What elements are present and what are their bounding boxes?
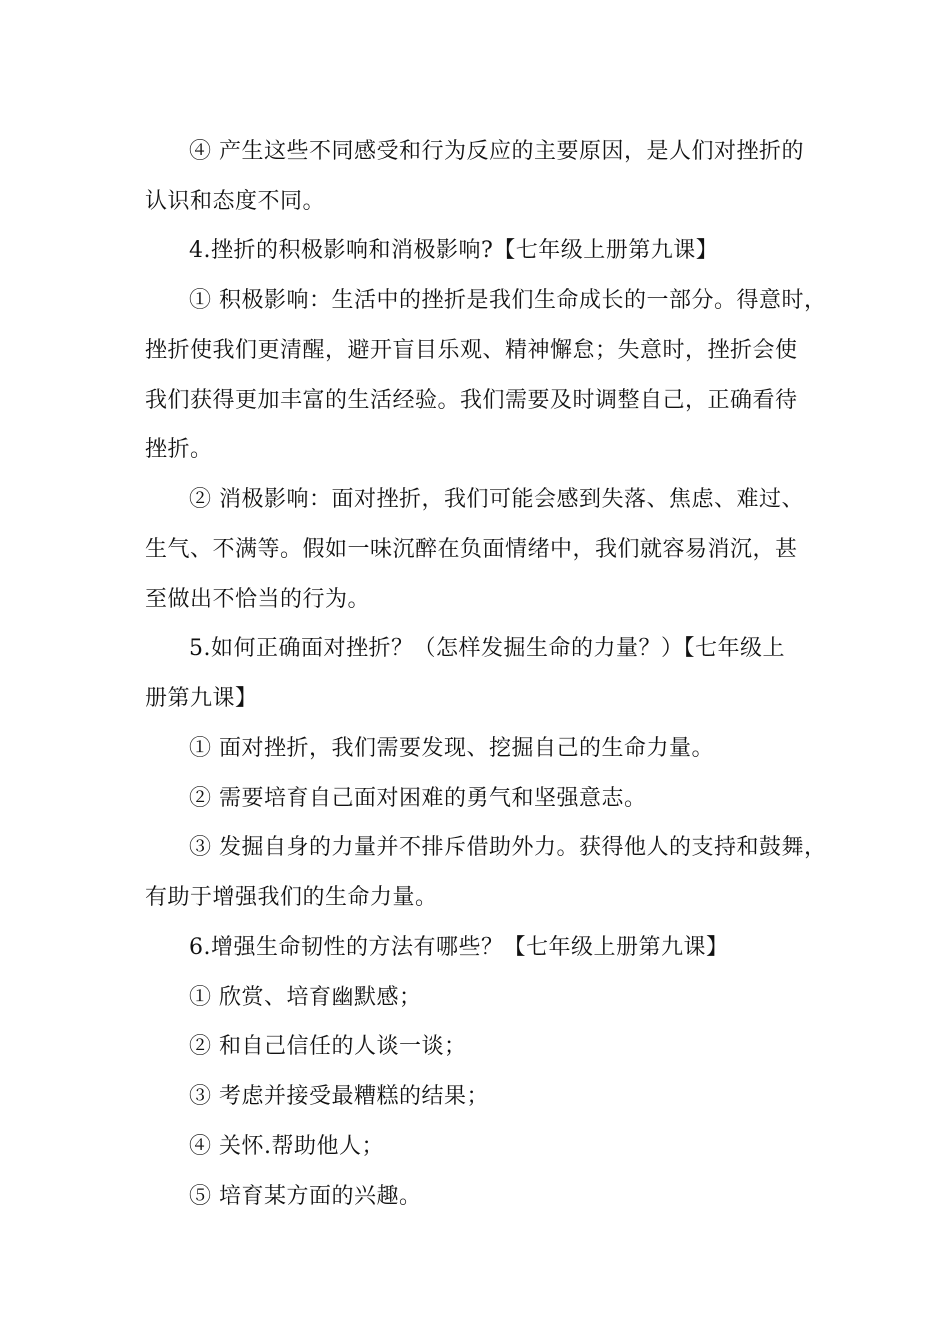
list-item: ② 和自己信任的人谈一谈； bbox=[189, 1034, 467, 1059]
text-line: ② 消极影响：面对挫折，我们可能会感到失落、焦虑、难过、 bbox=[189, 487, 804, 512]
text-line: 认识和态度不同。 bbox=[145, 189, 326, 214]
section-heading: 4.挫折的积极影响和消极影响?【七年级上册第九课】 bbox=[189, 238, 719, 263]
section-heading: 5.如何正确面对挫折？（怎样发掘生命的力量？）【七年级上 bbox=[189, 636, 785, 661]
text-line: ③ 发掘自身的力量并不排斥借助外力。获得他人的支持和鼓舞， bbox=[189, 835, 827, 860]
list-item: ① 欣赏、培育幽默感； bbox=[189, 985, 422, 1010]
text-line: ① 面对挫折，我们需要发现、挖掘自己的生命力量。 bbox=[189, 736, 714, 761]
text-line: 至做出不恰当的行为。 bbox=[145, 587, 371, 612]
list-item: ⑤ 培育某方面的兴趣。 bbox=[189, 1184, 422, 1209]
text-line: ① 积极影响：生活中的挫折是我们生命成长的一部分。得意时， bbox=[189, 288, 827, 313]
text-line: 挫折使我们更清醒，避开盲目乐观、精神懈怠；失意时，挫折会使 bbox=[145, 338, 798, 363]
text-line: 册第九课】 bbox=[145, 686, 258, 711]
text-line: 挫折。 bbox=[145, 437, 213, 462]
text-line: ② 需要培育自己面对困难的勇气和坚强意志。 bbox=[189, 786, 647, 811]
text-line: 有助于增强我们的生命力量。 bbox=[145, 885, 438, 910]
text-line: 生气、不满等。假如一味沉醉在负面情绪中，我们就容易消沉，甚 bbox=[145, 537, 798, 562]
list-item: ③ 考虑并接受最糟糕的结果； bbox=[189, 1084, 489, 1109]
list-item: ④ 关怀.帮助他人； bbox=[189, 1134, 384, 1159]
text-line: ④ 产生这些不同感受和行为反应的主要原因，是人们对挫折的 bbox=[189, 139, 804, 164]
text-line: 我们获得更加丰富的生活经验。我们需要及时调整自己，正确看待 bbox=[145, 388, 798, 413]
section-heading: 6.增强生命韧性的方法有哪些？【七年级上册第九课】 bbox=[189, 935, 729, 960]
